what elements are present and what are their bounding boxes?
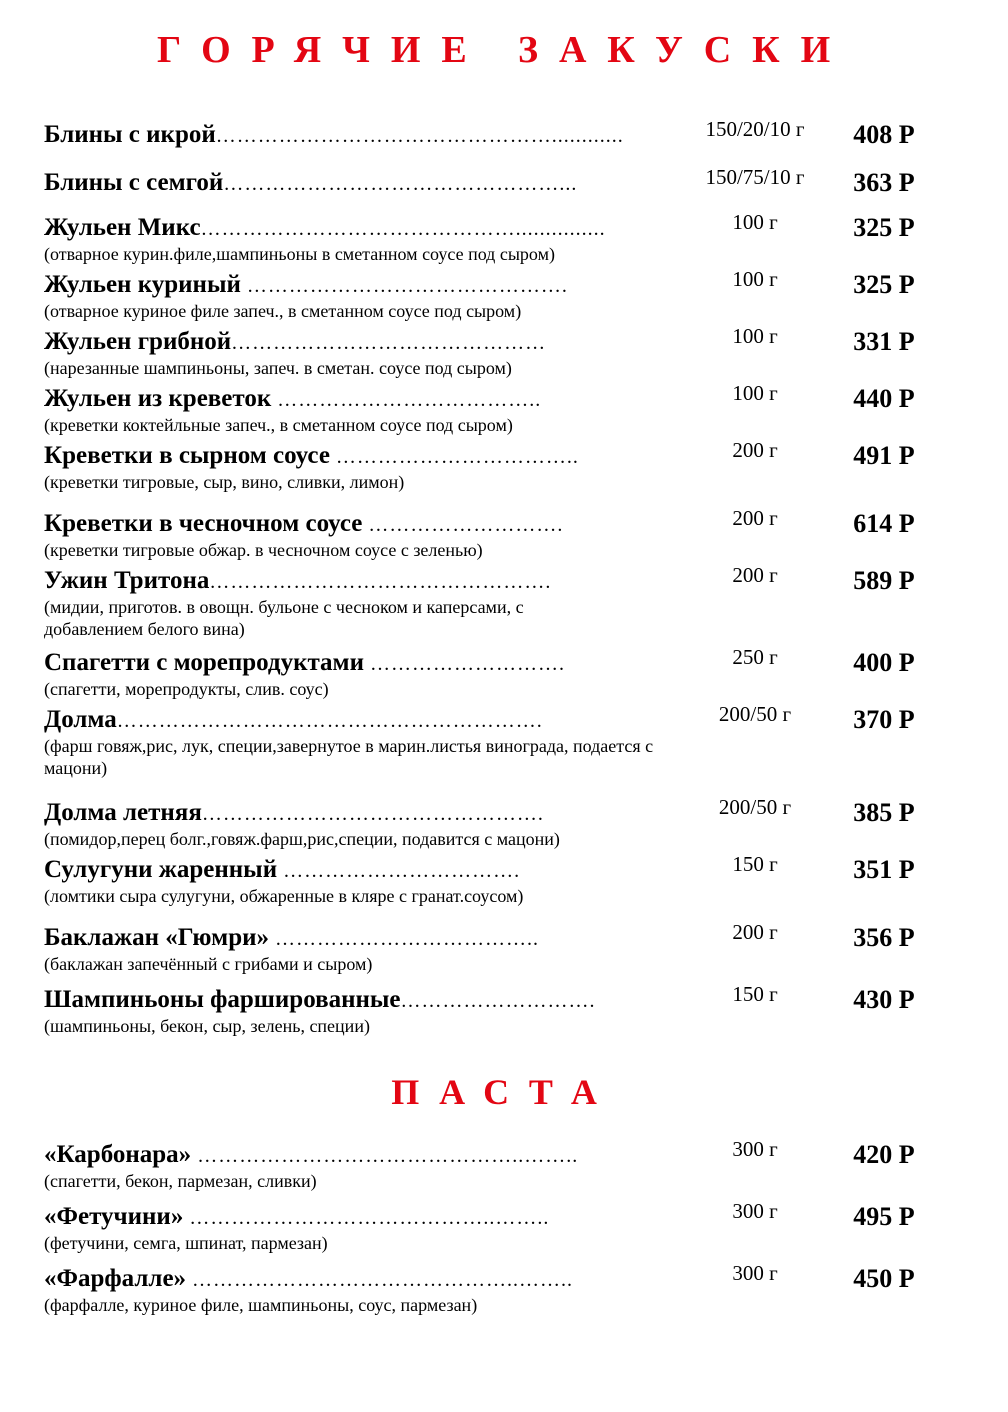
item-weight: 150/75/10 г — [705, 165, 805, 189]
item-price: 385 Р — [853, 798, 915, 827]
item-name-line — [44, 213, 670, 243]
item-description: (отварное куриное филе запеч., в сметанном соусе под сыром) — [44, 301, 522, 321]
item-name-line — [44, 1202, 670, 1232]
item-price: 450 Р — [853, 1264, 915, 1293]
leader-dots: …………………………………………. — [209, 571, 552, 593]
item-description: (креветки тигровые, сыр, вино, сливки, лимон) — [44, 472, 405, 492]
item-weight: 150 г — [732, 982, 778, 1006]
item-name: Долма — [44, 706, 117, 733]
item-name-line — [44, 798, 670, 828]
leader-dots: ………………………. — [400, 990, 596, 1012]
item-price: 370 Р — [853, 705, 915, 734]
leader-dots: ……………………………………..…….. — [183, 1207, 550, 1229]
item-description: (баклажан запечённый с грибами и сыром) — [44, 954, 373, 974]
leader-dots: ………………………. — [362, 514, 564, 536]
item-weight: 300 г — [732, 1199, 778, 1223]
item-price: 363 Р — [853, 168, 915, 197]
item-name: Баклажан «Гюмри» — [44, 924, 270, 951]
item-name: Креветки в сырном соусе — [44, 442, 330, 469]
item-description: (ломтики сыра сулугуни, обжаренные в кляре с гранат.соусом) — [44, 886, 524, 906]
item-description: (нарезанные шампиньоны, запеч. в сметан. соусе под сыром) — [44, 358, 512, 378]
item-price: 356 Р — [853, 923, 915, 952]
item-description: (шампиньоны, бекон, сыр, зелень, специи) — [44, 1016, 370, 1036]
item-name: Креветки в чесночном соусе — [44, 510, 363, 537]
item-weight: 250 г — [732, 645, 778, 669]
item-price: 440 Р — [853, 384, 915, 413]
item-name: Ужин Тритона — [44, 567, 210, 594]
item-description: (фарш говяж,рис, лук, специи,завернутое в марин.листья винограда, подается с мацони) — [44, 736, 654, 778]
item-description: (креветки тигровые обжар. в чесночном соусе с зеленью) — [44, 540, 483, 560]
item-description: (фетучини, семга, шпинат, пармезан) — [44, 1233, 328, 1253]
item-name: «Фетучини» — [44, 1203, 184, 1230]
item-price: 495 Р — [853, 1202, 915, 1231]
item-description: (отварное курин.филе,шампиньоны в сметанном соусе под сыром) — [44, 244, 555, 264]
item-name: Жульен из креветок — [44, 385, 272, 412]
item-price: 430 Р — [853, 985, 915, 1014]
leader-dots: …………………………………………............ — [215, 125, 624, 147]
item-price: 491 Р — [853, 441, 915, 470]
leader-dots: ……………………………….. — [271, 389, 542, 411]
item-name-line — [44, 327, 670, 357]
item-price: 325 Р — [853, 213, 915, 242]
item-weight: 200/50 г — [718, 795, 792, 819]
section-title-hot-appetizers: ГОРЯЧИЕ ЗАКУСКИ — [156, 29, 852, 71]
item-name-line — [44, 384, 670, 414]
item-description: (спагетти, морепродукты, слив. соус) — [44, 679, 329, 699]
leader-dots: ………………………………………..…….. — [191, 1145, 579, 1167]
item-name-line — [44, 648, 670, 678]
item-price: 614 Р — [853, 509, 915, 538]
item-price: 400 Р — [853, 648, 915, 677]
leader-dots: …………………………………………... — [223, 173, 578, 195]
leader-dots: ……………………………….. — [269, 928, 540, 950]
item-name-line — [44, 1140, 670, 1170]
item-weight: 150 г — [732, 852, 778, 876]
item-name: «Фарфалле» — [44, 1265, 187, 1292]
item-price: 589 Р — [853, 566, 915, 595]
item-name-line — [44, 923, 670, 953]
item-weight: 100 г — [732, 381, 778, 405]
leader-dots: ………………………………………............... — [200, 218, 606, 240]
item-name-line — [44, 705, 670, 735]
item-weight: 200/50 г — [718, 702, 792, 726]
item-weight: 300 г — [732, 1137, 778, 1161]
section-title-pasta: ПАСТА — [391, 1072, 617, 1112]
item-weight: 200 г — [732, 920, 778, 944]
leader-dots: …………………………….. — [329, 446, 579, 468]
item-description: (фарфалле, куриное филе, шампиньоны, соус, пармезан) — [44, 1295, 478, 1315]
item-price: 331 Р — [853, 327, 915, 356]
item-name-line — [44, 566, 670, 596]
item-price: 325 Р — [853, 270, 915, 299]
item-name-line — [44, 441, 670, 471]
item-name-line — [44, 985, 670, 1015]
leader-dots: ………………………. — [364, 653, 565, 675]
leader-dots: ……………………………. — [277, 860, 521, 882]
item-weight: 100 г — [732, 210, 778, 234]
item-weight: 100 г — [732, 267, 778, 291]
leader-dots: …………………………………………. — [201, 803, 544, 825]
item-name-line — [44, 168, 670, 198]
item-price: 420 Р — [853, 1140, 915, 1169]
item-name: Шампиньоны фаршированные — [44, 986, 401, 1013]
leader-dots: ………………………………………..…….. — [186, 1269, 574, 1291]
item-name-line — [44, 120, 670, 150]
item-name: Спагетти с морепродуктами — [44, 649, 364, 676]
item-name: Долма летняя — [44, 799, 202, 826]
item-weight: 300 г — [732, 1261, 778, 1285]
item-description: (креветки коктейльные запеч., в сметанном соусе под сыром) — [44, 415, 513, 435]
item-name: Блины с семгой — [44, 169, 224, 196]
item-weight: 200 г — [732, 506, 778, 530]
item-name: Жульен Микс — [44, 214, 201, 241]
item-name: «Карбонара» — [44, 1141, 192, 1168]
item-description: (помидор,перец болг.,говяж.фарш,рис,специи, подавится с мацони) — [44, 829, 560, 849]
item-name: Блины с икрой — [44, 121, 216, 148]
item-weight: 150/20/10 г — [705, 117, 805, 141]
leader-dots: ………………………………………. — [240, 275, 568, 297]
item-name-line — [44, 509, 670, 539]
leader-dots: ……………………………………… — [231, 332, 547, 354]
item-name-line — [44, 270, 670, 300]
item-price: 351 Р — [853, 855, 915, 884]
item-weight: 100 г — [732, 324, 778, 348]
item-name-line — [44, 1264, 670, 1294]
item-weight: 200 г — [732, 563, 778, 587]
leader-dots: ……………………………………………………. — [116, 710, 543, 732]
item-name: Сулугуни жаренный — [44, 856, 278, 883]
item-weight: 200 г — [732, 438, 778, 462]
item-name: Жульен куриный — [44, 271, 241, 298]
item-name: Жульен грибной — [44, 328, 232, 355]
item-name-line — [44, 855, 670, 885]
item-description: (мидии, приготов. в овощн. бульоне с чесноком и каперсами, с добавлением белого вина) — [44, 597, 524, 639]
item-description: (спагетти, бекон, пармезан, сливки) — [44, 1171, 317, 1191]
item-price: 408 Р — [853, 120, 915, 149]
